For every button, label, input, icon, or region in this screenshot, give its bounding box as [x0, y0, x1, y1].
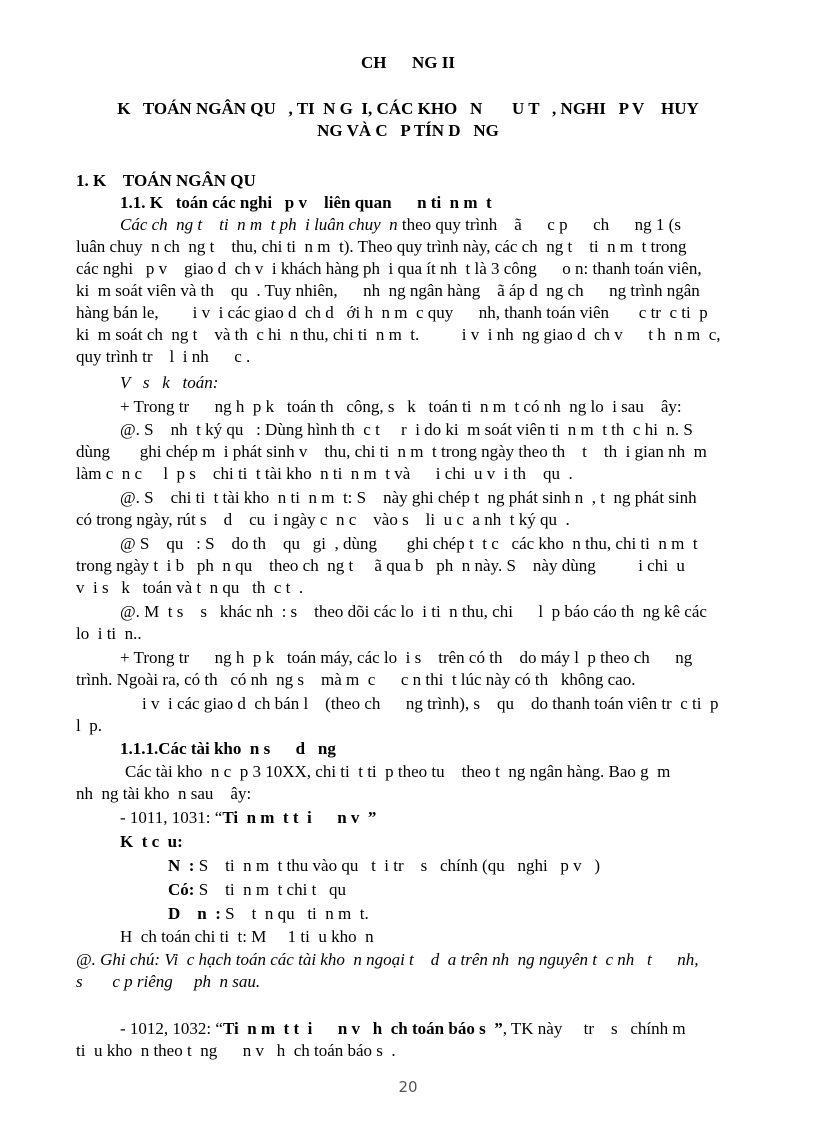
paragraph-line: i v i các giao d ch bán l (theo ch ng trình), s qu do thanh toán viên tr c ti p: [142, 694, 719, 713]
account-desc: , TK này tr s chính m: [502, 1019, 686, 1038]
subsection-heading-1-1-1: 1.1.1.Các tài kho n s d ng: [120, 739, 336, 758]
section-heading-1: 1. K TOÁN NGÂN QU: [76, 171, 256, 190]
page-number: 20: [398, 1078, 418, 1096]
note-line: s c p riêng ph n sau.: [76, 972, 261, 991]
account-name: Ti n m t t i n v h ch toán báo s ”: [222, 1019, 503, 1038]
chapter-heading: CH NG II: [361, 53, 455, 72]
paragraph-line: có trong ngày, rút s d cu i ngày c n c vào s li u c a nh t ký qu .: [76, 510, 570, 529]
paragraph-text: theo quy trình ã c p ch ng 1 (s: [397, 215, 681, 234]
balance-label: D n :: [168, 904, 221, 923]
paragraph-line: ki m soát viên và th qu . Tuy nhiên, nh ng ngân hàng ã áp d ng ch ng trình ngân: [76, 281, 700, 300]
account-item: [120, 807, 376, 829]
paragraph-line: quy trình tr l i nh c .: [76, 347, 251, 366]
paragraph-line: hàng bán le, i v i các giao d ch d ới h n m c quy nh, thanh toán viên c tr c ti p: [76, 303, 708, 322]
account-code: - 1012, 1032: “: [120, 1019, 223, 1038]
chapter-title-line-2: NG VÀ C P TÍN D NG: [317, 121, 499, 140]
balance-text: S t n qu ti n m t.: [220, 904, 369, 923]
debit-text: S ti n m t thu vào qu t i tr s chính (qu nghi p v ): [194, 856, 601, 875]
balance-line: [168, 903, 369, 925]
paragraph-line: + Trong tr ng h p k toán máy, các lo i s trên có th do máy l p theo ch ng: [120, 648, 693, 667]
credit-line: [168, 879, 346, 901]
paragraph-line: trong ngày t i b ph n qu theo ch ng t ã qua b ph n này. S này dùng i chi u: [76, 556, 685, 575]
paragraph-line: @. M t s s khác nh : s theo dõi các lo i ti n thu, chi l p báo cáo th ng kê các: [120, 602, 707, 621]
paragraph-line: làm c n c l p s chi ti t tài kho n ti n m t và i chi u v i th qu .: [76, 464, 573, 483]
account-item: [120, 1018, 686, 1040]
subsection-heading-1-1: 1.1. K toán các nghi p v liên quan n ti n m t: [120, 193, 492, 212]
paragraph-line: @. S nh t ký qu : Dùng hình th c t r i do ki m soát viên ti n m t th c hi n. S: [120, 420, 693, 439]
accounting-books-heading: V s k toán:: [120, 373, 219, 392]
paragraph-line: luân chuy n ch ng t thu, chi ti n m t). Theo quy trình này, các ch ng t ti n m t trong: [76, 237, 687, 256]
paragraph-line: các nghi p v giao d ch v i khách hàng ph i qua ít nh t là 3 công o n: thanh toán viên,: [76, 259, 702, 278]
paragraph-line: dùng ghi chép m i phát sinh v thu, chi ti n m t trong ngày theo th t th i gian nh m: [76, 442, 707, 461]
structure-heading: K t c u:: [120, 832, 183, 851]
chapter-title-line-1: K TOÁN NGÂN QU , TI N G I, CÁC KHO N U T , NGHI P V HUY: [117, 99, 699, 118]
paragraph-line: l p.: [76, 716, 102, 735]
paragraph-line: [120, 214, 681, 236]
debit-label: N :: [168, 856, 195, 875]
paragraph-line: @. S chi ti t tài kho n ti n m t: S này ghi chép t ng phát sinh n , t ng phát sinh: [120, 488, 697, 507]
paragraph-line: trình. Ngoài ra, có th có nh ng s mà m c c n thi t lúc này có th không cao.: [76, 670, 636, 689]
paragraph-line: nh ng tài kho n sau ây:: [76, 784, 252, 803]
paragraph-line: ki m soát ch ng t và th c hi n thu, chi ti n m t. i v i nh ng giao d ch v t h n m c,: [76, 325, 721, 344]
account-name: Ti n m t t i n v ”: [222, 808, 377, 827]
paragraph-line: Các tài kho n c p 3 10XX, chi ti t ti p theo tu theo t ng ngân hàng. Bao g m: [125, 762, 671, 781]
paragraph-line: + Trong tr ng h p k toán th công, s k toán ti n m t có nh ng lo i sau ây:: [120, 397, 682, 416]
paragraph-line: ti u kho n theo t ng n v h ch toán báo s .: [76, 1041, 396, 1060]
account-code: - 1011, 1031: “: [120, 808, 223, 827]
paragraph-line: v i s k toán và t n qu th c t .: [76, 578, 304, 597]
paragraph-line: H ch toán chi ti t: M 1 ti u kho n: [120, 927, 374, 946]
note-line: @. Ghi chú: Vi c hạch toán các tài kho n ngoại t d a trên nh ng nguyên t c nh t nh,: [76, 950, 699, 969]
debit-line: [168, 855, 600, 877]
paragraph-line: @ S qu : S do th qu gi , dùng ghi chép t t c các kho n thu, chi ti n m t: [120, 534, 698, 553]
credit-text: S ti n m t chi t qu: [194, 880, 347, 899]
paragraph-line: lo i ti n..: [76, 624, 142, 643]
italic-lead: Các ch ng t ti n m t ph i luân chuy n: [120, 215, 398, 234]
credit-label: Có:: [168, 880, 195, 899]
